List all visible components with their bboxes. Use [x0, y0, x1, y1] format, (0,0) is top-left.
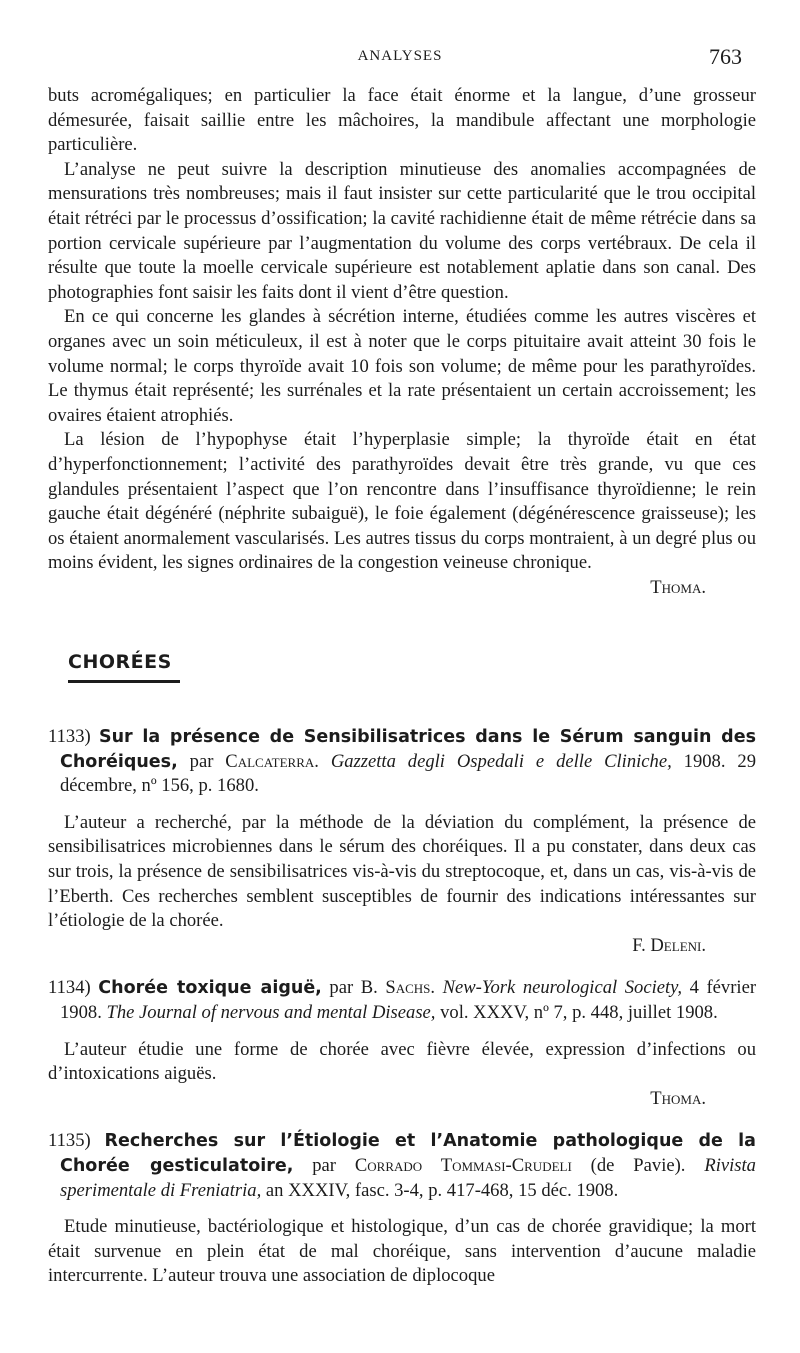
entry-by: par: [177, 750, 226, 772]
entry-reference: (de Pavie).: [571, 1154, 686, 1176]
section-title: CHORÉES: [48, 650, 172, 675]
entry-author: Calcaterra.: [225, 750, 319, 772]
page-content: [48, 84, 756, 1289]
intro-paragraph-4: La lésion de l’hypophyse était l’hyperplasie simple; la thyroïde était en état d’hyperfonctionnement; l’activité des parathyroïdes devait être très grande, vu que ces glandules présentaient l’aspect que l’on rencontre dans l’insuffisance thyroïdienne; le rein gauche était dégénéré (néphrite subaiguë), le foie également (dégénérescence graisseuse); les os étaient anormalement vascularisés. Les autres tissus du corps montraient, à un degré plus ou moins évident, les signes ordinaires de la congestion veineuse chronique.: [48, 429, 756, 574]
entry-number: 1133): [48, 726, 91, 748]
entry-reference-2: an XXXIV, fasc. 3-4, p. 417-468, 15 déc. 1908.: [261, 1179, 619, 1201]
entry-reference-2: vol. XXXV, nº 7, p. 448, juillet 1908.: [435, 1002, 718, 1023]
entry-reference: 4 février 1908.: [60, 977, 757, 1023]
entry-number: 1135): [48, 1130, 91, 1152]
entry-reference: 1908. 29 décembre, nº 156, p. 1680.: [60, 750, 756, 797]
entry-heading: [48, 725, 756, 799]
entry-journal: New-York neurological Society,: [435, 977, 683, 999]
entry-title: Recherches sur l’Étiologie et l’Anatomie pathologique de la Chorée gesticulatoire,: [60, 1131, 756, 1176]
entry-journal-2: The Journal of nervous and mental Disease,: [101, 1002, 436, 1023]
intro-paragraph-1: buts acromégaliques; en particulier la face était énorme et la langue, d’une grosseur démesurée, faisait saillie entre les mâchoires, la mandibule affectant une morphologie particulière.: [48, 85, 756, 156]
entry-title: Sur la présence de Sensibilisatrices dans le Sérum sanguin des Choréiques,: [60, 727, 756, 772]
entry-1133: [48, 725, 756, 958]
entry-by: par: [293, 1154, 355, 1176]
entry-journal: Rivista sperimentale di Freniatria,: [60, 1154, 756, 1201]
entry-author: Corrado Tommasi-Crudeli: [354, 1154, 572, 1176]
entry-by: par: [321, 977, 361, 999]
intro-paragraph-3: En ce qui concerne les glandes à sécrétion interne, étudiées comme les autres viscères et organes avec un soin méticuleux, il est à noter que le corps pituitaire avait atteint 30 fois le volume normal; le corps thyroïde avait 10 fois son volume; de même pour les parathyroïdes. Le thymus était représenté; les surrénales et la rate présentaient un certain accroissement; les ovaires étaient atrophiés.: [48, 306, 756, 426]
entry-body: Etude minutieuse, bactériologique et histologique, d’un cas de chorée gravidique; la mort était survenue en plein état de mal choréique, sans intervention d’aucune maladie intercurrente. L’auteur trouva une association de diplocoque: [48, 1216, 756, 1287]
entry-body: L’auteur a recherché, par la méthode de la déviation du complément, la présence de sensibilisatrices microbiennes dans le sérum des choréiques. Il a pu constater, dans deux cas sur trois, la présence de sensibilisatrices vis-à-vis du streptocoque, et, dans un cas, vis-à-vis de l’Eberth. Ces recherches semblent susceptibles de fournir des indications intéressantes sur l’étiologie de la chorée.: [48, 811, 756, 932]
entry-title: Chorée toxique aiguë,: [98, 978, 322, 999]
entry-1134: [48, 976, 756, 1111]
running-head: ANALYSES: [357, 48, 443, 64]
entry-number: 1134): [48, 977, 91, 999]
entry-1135: [48, 1129, 756, 1289]
entry-journal: Gazzetta degli Ospedali e delle Cliniche,: [318, 750, 672, 772]
entry-signature: Thoma.: [650, 1087, 706, 1109]
entry-heading: [48, 1129, 756, 1203]
intro-paragraph-2: L’analyse ne peut suivre la description minutieuse des anomalies accompagnées de mensurations très nombreuses; mais il faut insister sur cette particularité que le trou occipital était rétréci par le processus d’ossification; la cavité rachidienne était de même rétrécie dans sa portion cervicale supérieure par l’augmentation du volume des corps vertébraux. De cela il résulte que toute la moelle cervicale supérieure est notablement aplatie dans son canal. Des photographies font saisir les faits dont il vient d’être question.: [48, 158, 756, 303]
entry-heading: [48, 976, 756, 1025]
page-number: 763: [709, 44, 742, 69]
intro-signature: Thoma.: [650, 576, 706, 598]
page-header: [48, 44, 752, 74]
entry-author: B. Sachs.: [360, 977, 436, 999]
entry-signature: F. Deleni.: [632, 934, 706, 956]
entry-body: L’auteur étudie une forme de chorée avec fièvre élevée, expression d’infections ou d’intoxications aiguës.: [48, 1038, 756, 1085]
